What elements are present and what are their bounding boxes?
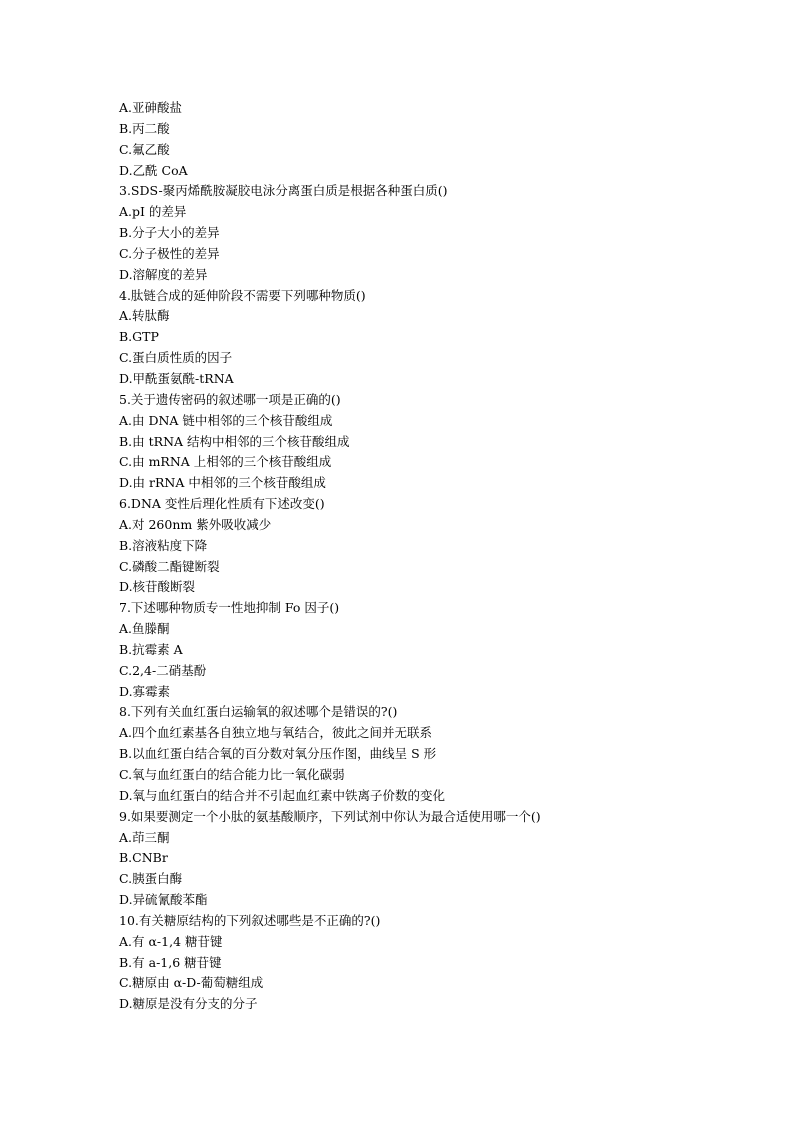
option-line: C.2,4-二硝基酚 <box>119 662 207 678</box>
option-line: A.茚三酮 <box>119 829 170 845</box>
option-line: C.胰蛋白酶 <box>119 871 183 887</box>
option-line: D.糖原是没有分支的分子 <box>119 996 258 1012</box>
option-line: D.氧与血红蛋白的结合并不引起血红素中铁离子价数的变化 <box>119 787 446 803</box>
option-line: D.甲酰蛋氨酰-tRNA <box>119 370 234 386</box>
question-line: 6.DNA 变性后理化性质有下述改变() <box>119 496 325 512</box>
question-line: 8.下列有关血红蛋白运输氧的叙述哪个是错误的?() <box>119 704 398 720</box>
option-line: D.核苷酸断裂 <box>119 579 196 595</box>
option-line: D.异硫氰酸苯酯 <box>119 892 208 908</box>
option-line: D.由 rRNA 中相邻的三个核苷酸组成 <box>119 475 326 491</box>
option-line: C.氧与血红蛋白的结合能力比一氧化碳弱 <box>119 767 345 782</box>
question-line: 10.有关糖原结构的下列叙述哪些是不正确的?() <box>119 912 381 928</box>
option-line: C.氟乙酸 <box>119 141 170 157</box>
question-line: 7.下述哪种物质专一性地抑制 Fo 因子() <box>119 600 340 616</box>
option-line: C.蛋白质性质的因子 <box>119 350 233 366</box>
question-line: 9.如果要测定一个小肽的氨基酸顺序，下列试剂中你认为最合适使用哪一个() <box>119 808 541 824</box>
option-line: A.pI 的差异 <box>119 204 187 220</box>
option-line: B.由 tRNA 结构中相邻的三个核苷酸组成 <box>119 433 350 449</box>
option-line: C.分子极性的差异 <box>119 245 220 261</box>
option-line: B.GTP <box>119 329 159 345</box>
option-line: B.分子大小的差异 <box>119 225 220 241</box>
option-line: B.CNBr <box>119 850 168 866</box>
option-line: B.溶液粘度下降 <box>119 537 208 553</box>
option-line: A.鱼滕酮 <box>119 621 170 637</box>
question-line: 4.肽链合成的延伸阶段不需要下列哪种物质() <box>119 287 366 303</box>
question-line: 5.关于遗传密码的叙述哪一项是正确的() <box>119 391 341 407</box>
option-line: B.抗霉素 A <box>119 641 183 657</box>
option-line: A.有 α-1,4 糖苷键 <box>119 933 223 949</box>
question-list <box>119 98 679 1015</box>
option-line: A.四个血红素基各自独立地与氧结合，彼此之间并无联系 <box>119 725 433 741</box>
option-line: C.由 mRNA 上相邻的三个核苷酸组成 <box>119 454 332 470</box>
option-line: C.磷酸二酯键断裂 <box>119 558 220 574</box>
option-line: D.寡霉素 <box>119 683 171 699</box>
option-line: D.乙酰 CoA <box>119 162 188 178</box>
option-line: C.糖原由 α-D-葡萄糖组成 <box>119 975 264 991</box>
option-line: D.溶解度的差异 <box>119 266 208 282</box>
option-line: B.以血红蛋白结合氧的百分数对氧分压作图，曲线呈 S 形 <box>119 746 437 762</box>
option-line: B.有 a-1,6 糖苷键 <box>119 954 222 970</box>
option-line: A.亚砷酸盐 <box>119 100 183 115</box>
option-line: A.对 260nm 紫外吸收减少 <box>119 516 272 532</box>
option-line: A.转肽酶 <box>119 308 170 324</box>
option-line: A.由 DNA 链中相邻的三个核苷酸组成 <box>119 412 333 428</box>
question-line: 3.SDS-聚丙烯酰胺凝胶电泳分离蛋白质是根据各种蛋白质() <box>119 183 448 199</box>
option-line: B.丙二酸 <box>119 120 170 136</box>
